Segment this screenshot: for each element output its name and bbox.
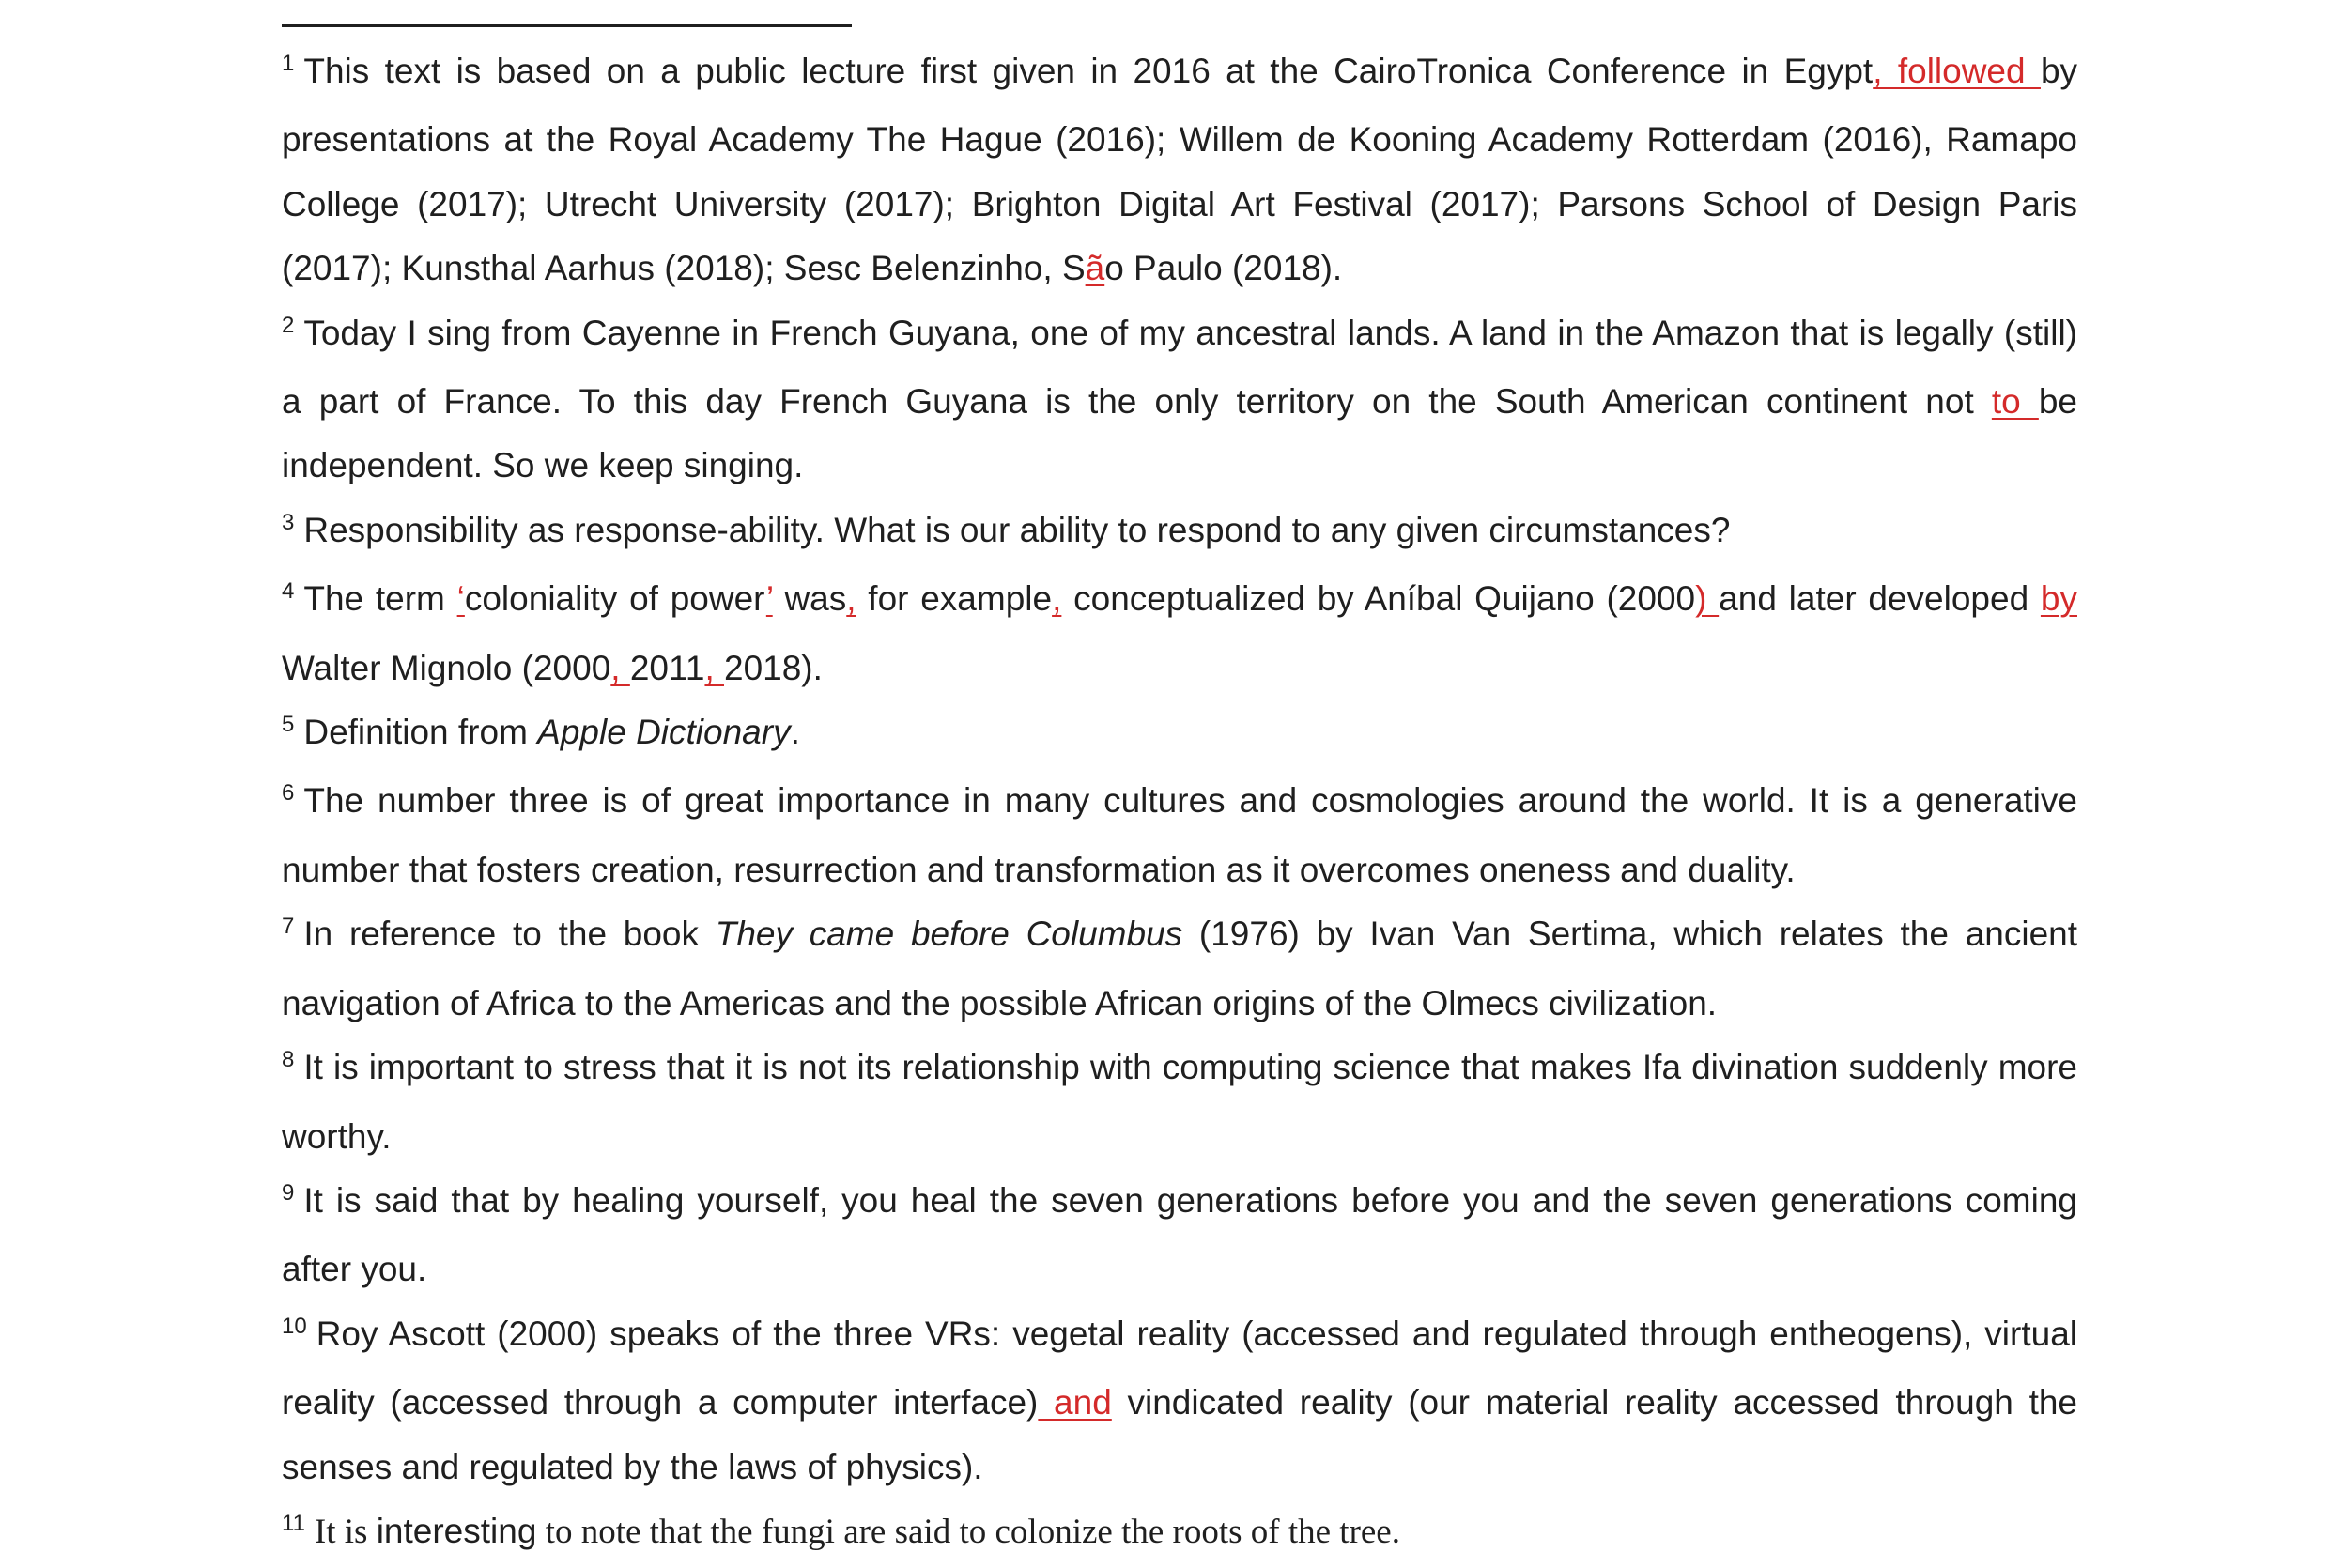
footnote-1 <box>282 39 2077 301</box>
footnote-8 <box>282 1036 2077 1169</box>
tracked-insertion: , followed <box>1873 52 2041 90</box>
footnote-text: o Paulo (2018). <box>1104 249 1343 288</box>
footnote-number: 3 <box>282 509 295 535</box>
footnote-text: . <box>790 713 800 752</box>
footnote-text: This text is based on a public lecture first given in 2016 at the CairoTronica Conference in Egypt <box>303 52 1874 90</box>
footnote-text: vindicated reality (our material reality accessed through the senses and regulated by the laws of physics). <box>282 1383 2078 1486</box>
footnote-text: interesting <box>376 1511 537 1550</box>
footnote-text: Roy Ascott (2000) speaks of the three VRs: vegetal reality (accessed and regulated through entheogens), virtual reality (accessed through a computer interface) <box>282 1314 2077 1422</box>
footnote-number: 8 <box>282 1047 295 1073</box>
tracked-insertion: , <box>1052 579 1062 619</box>
footnote-text: by presentations at the Royal Academy The Hague (2016); Willem de Kooning Academy Rotterdam (2016), Ramapo College (2017); Utrecht University (2017); Brighton Digital Art Festival (2017); Parsons School of Design Paris (2017); Kunsthal Aarhus (2018); Sesc Belenzinho, S <box>282 52 2078 288</box>
tracked-insertion: , <box>704 648 724 687</box>
footnotes-list <box>282 39 2077 1568</box>
footnote-5 <box>282 700 2077 769</box>
footnote-number: 2 <box>282 312 295 338</box>
tracked-insertion: ) <box>1695 579 1720 619</box>
footnote-text: coloniality of power <box>464 579 766 619</box>
footnote-text: Definition from <box>303 713 538 752</box>
footnote-number: 5 <box>282 712 295 738</box>
footnote-number: 7 <box>282 914 295 940</box>
footnote-text: and later developed <box>1719 579 2041 619</box>
footnote-number: 11 <box>282 1510 305 1536</box>
italic-title: They came before Columbus <box>715 915 1183 954</box>
footnote-text: conceptualized by Aníbal Quijano (2000 <box>1061 579 1696 619</box>
footnote-11 <box>282 1499 2077 1568</box>
italic-title: Apple Dictionary <box>537 713 791 752</box>
footnote-text: Walter Mignolo (2000 <box>282 648 611 687</box>
footnote-6 <box>282 769 2077 902</box>
footnote-3 <box>282 499 2077 567</box>
footnote-number: 9 <box>282 1179 295 1206</box>
footnote-9 <box>282 1169 2077 1302</box>
tracked-insertion: , <box>610 648 630 687</box>
footnote-number: 4 <box>282 578 295 605</box>
footnote-number: 1 <box>282 51 295 76</box>
footnote-text: It is important to stress that it is not its relationship with computing science that makes Ifa divination suddenly more worthy. <box>282 1048 2077 1156</box>
tracked-insertion: and <box>1038 1383 1112 1422</box>
footnote-text: 2018). <box>724 648 823 687</box>
footnote-text: Today I sing from Cayenne in French Guyana, one of my ancestral lands. A land in the Amazon that is legally (still) a part of France. To this day French Guyana is the only territory on the South American continent not <box>282 313 2077 422</box>
tracked-insertion: to <box>1991 382 2039 422</box>
tracked-insertion: ã <box>1085 249 1105 288</box>
footnote-separator-rule <box>282 24 852 27</box>
footnote-text: was <box>772 579 847 619</box>
footnote-4 <box>282 567 2077 700</box>
footnote-text: The number three is of great importance in many cultures and cosmologies around the world. It is a generative number that fosters creation, resurrection and transformation as it overcomes oneness and duality. <box>282 781 2077 889</box>
footnote-number: 6 <box>282 780 295 807</box>
tracked-insertion: ’ <box>765 579 773 619</box>
footnote-number: 10 <box>282 1313 307 1339</box>
footnote-text: be independent. So we keep singing. <box>282 382 2077 485</box>
footnote-text: The term <box>303 579 457 619</box>
footnote-7 <box>282 902 2077 1036</box>
tracked-insertion: , <box>846 579 856 619</box>
footnote-text: In reference to the book <box>303 915 716 954</box>
footnote-text: It is said that by healing yourself, you heal the seven generations before you and the seven generations coming after you. <box>282 1180 2077 1289</box>
footnote-text: to note that the fungi are said to colonize the roots of the tree. <box>536 1512 1400 1551</box>
footnote-text: Responsibility as response-ability. What is our ability to respond to any given circumstances? <box>303 510 1731 549</box>
footnote-text: (1976) by Ivan Van Sertima, which relates the ancient navigation of Africa to the Americas and the possible African origins of the Olmecs civilization. <box>282 915 2077 1022</box>
footnote-text: 2011 <box>629 648 705 687</box>
footnote-text: It is <box>314 1512 377 1551</box>
tracked-insertion: by <box>2040 579 2077 619</box>
footnote-10 <box>282 1302 2077 1499</box>
tracked-insertion: ‘ <box>456 579 465 619</box>
footnote-text: for example <box>856 579 1053 619</box>
footnote-2 <box>282 301 2077 499</box>
